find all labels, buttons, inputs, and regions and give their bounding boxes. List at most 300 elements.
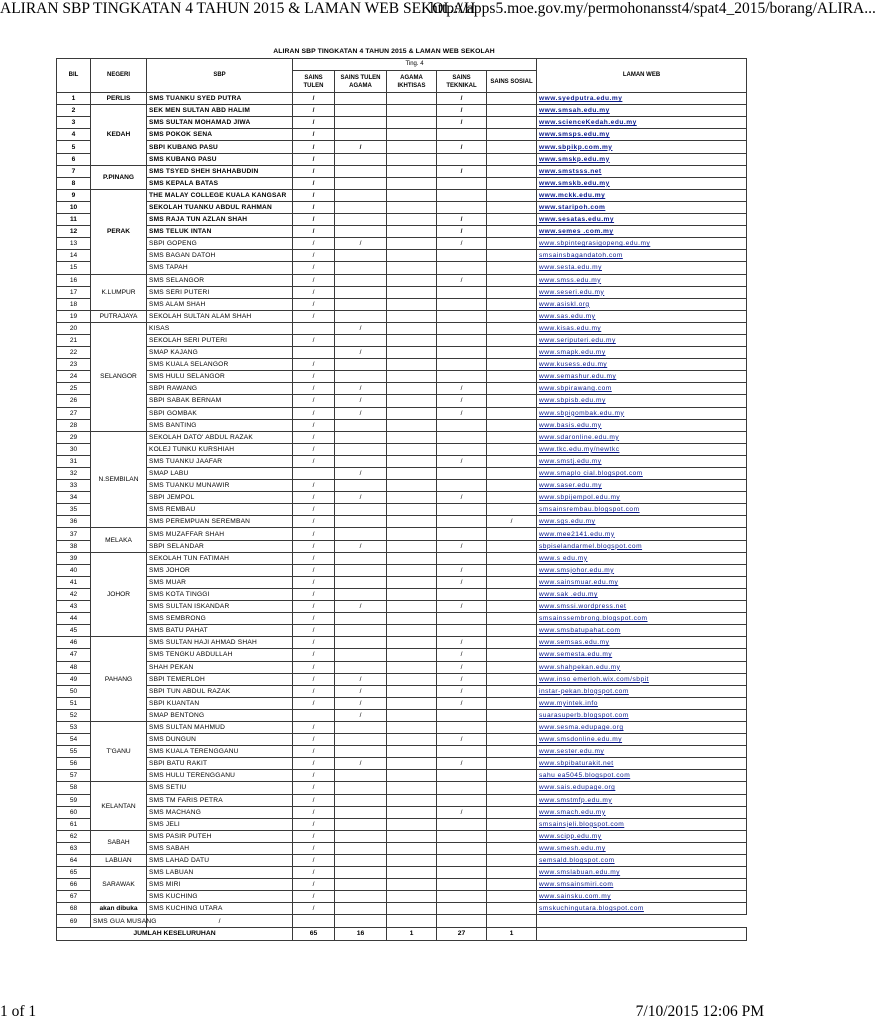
row-stream-mark [335, 564, 387, 576]
row-stream-mark [335, 117, 387, 129]
row-sbp-name: SMS LABUAN [147, 867, 293, 879]
row-sbp-name: SBPI JEMPOL [147, 492, 293, 504]
row-stream-mark [335, 576, 387, 588]
row-website-link[interactable]: www.sas.edu.my [537, 310, 747, 322]
row-website-link[interactable]: www.sbpikp.com.my [537, 141, 747, 153]
row-sbp-name: SMS MUAR [147, 576, 293, 588]
row-sbp-name: SBPI TEMERLOH [147, 673, 293, 685]
table-row [57, 915, 747, 927]
row-stream-mark: / [335, 141, 387, 153]
row-bil: 59 [57, 794, 91, 806]
row-website-link[interactable]: www.asiskl.org [537, 298, 747, 310]
row-stream-mark [335, 613, 387, 625]
row-website-link[interactable]: www.sbpintegrasigopeng.edu.my [537, 238, 747, 250]
row-sbp-name: SMS BATU PAHAT [147, 625, 293, 637]
total-value: 16 [335, 927, 387, 940]
row-bil: 15 [57, 262, 91, 274]
row-stream-mark: / [293, 528, 335, 540]
row-website-link[interactable]: suarasuperb.blogspot.com [537, 709, 747, 721]
row-stream-mark [437, 468, 487, 480]
row-stream-mark [487, 625, 537, 637]
row-website-link[interactable]: www.sainsku.com.my [537, 891, 747, 903]
row-website-link[interactable]: sahu ea5045.blogspot.com [537, 770, 747, 782]
school-stream-table [56, 58, 747, 941]
row-stream-mark [335, 201, 387, 213]
row-website-link[interactable]: www.sak .edu.my [537, 588, 747, 600]
row-stream-mark [437, 359, 487, 371]
col-header-sbp: SBP [147, 59, 293, 93]
table-row [57, 770, 747, 782]
row-stream-mark: / [293, 758, 335, 770]
row-stream-mark [387, 480, 437, 492]
row-website-link[interactable]: www.smsjohor.edu.my [537, 564, 747, 576]
row-website-link[interactable]: www.smsainsmiri.com [537, 879, 747, 891]
row-stream-mark: / [293, 637, 335, 649]
row-website-link[interactable]: smsainssembrong.blogspot.com [537, 613, 747, 625]
row-stream-mark: / [335, 709, 387, 721]
table-row [57, 721, 747, 733]
row-website-link[interactable]: www.seseri.edu.my [537, 286, 747, 298]
row-stream-mark: / [437, 540, 487, 552]
row-sbp-name: SEKOLAH TUANKU ABDUL RAHMAN [147, 201, 293, 213]
row-bil: 33 [57, 480, 91, 492]
table-row [57, 661, 747, 673]
row-website-link[interactable]: www.kusess.edu.my [537, 359, 747, 371]
row-website-link[interactable]: www.smsdonline.edu.my [537, 734, 747, 746]
row-website-link[interactable]: www.sesma.edupage.org [537, 721, 747, 733]
row-stream-mark [387, 758, 437, 770]
row-bil: 29 [57, 431, 91, 443]
row-website-link[interactable]: www.saser.edu.my [537, 480, 747, 492]
table-row [57, 806, 747, 818]
row-stream-mark [387, 298, 437, 310]
row-stream-mark: / [293, 661, 335, 673]
row-sbp-name: SBPI SELANDAR [147, 540, 293, 552]
row-stream-mark [335, 431, 387, 443]
row-stream-mark: / [293, 564, 335, 576]
row-stream-mark [387, 673, 437, 685]
row-sbp-name: SMS SULTAN HAJI AHMAD SHAH [147, 637, 293, 649]
row-website-link[interactable]: www.smssi.wordpress.net [537, 601, 747, 613]
row-sbp-name: SMS SABAH [147, 842, 293, 854]
row-stream-mark [437, 443, 487, 455]
row-stream-mark: / [335, 673, 387, 685]
row-stream-mark: / [293, 93, 335, 105]
row-negeri: PERLIS [91, 93, 147, 105]
row-stream-mark [437, 516, 487, 528]
row-stream-mark [335, 661, 387, 673]
row-bil: 19 [57, 310, 91, 322]
print-footer-datetime: 7/10/2015 12:06 PM [635, 1003, 764, 1020]
row-stream-mark [437, 262, 487, 274]
row-stream-mark [437, 431, 487, 443]
row-sbp-name: SMS SERI PUTERI [147, 286, 293, 298]
row-sbp-name: SMAP LABU [147, 468, 293, 480]
row-stream-mark [487, 661, 537, 673]
row-website-link[interactable]: www.scienceKedah.edu.my [537, 117, 747, 129]
row-stream-mark [487, 673, 537, 685]
row-stream-mark: / [293, 613, 335, 625]
row-stream-mark: / [437, 734, 487, 746]
row-stream-mark: / [293, 334, 335, 346]
table-row [57, 226, 747, 238]
row-stream-mark [487, 298, 537, 310]
row-stream-mark [335, 298, 387, 310]
row-website-link[interactable]: www.sbpirawang.com [537, 383, 747, 395]
row-stream-mark: / [335, 468, 387, 480]
row-stream-mark: / [293, 141, 335, 153]
row-bil: 36 [57, 516, 91, 528]
row-stream-mark [487, 564, 537, 576]
row-stream-mark [437, 867, 487, 879]
row-sbp-name: SMS PEREMPUAN SEREMBAN [147, 516, 293, 528]
table-row [57, 903, 747, 915]
row-stream-mark: / [293, 830, 335, 842]
row-stream-mark [335, 806, 387, 818]
row-bil: 23 [57, 359, 91, 371]
table-row [57, 576, 747, 588]
row-negeri: SARAWAK [91, 867, 147, 903]
row-stream-mark: / [293, 262, 335, 274]
row-sbp-name: SBPI KUBANG PASU [147, 141, 293, 153]
table-row [57, 673, 747, 685]
row-stream-mark [487, 528, 537, 540]
row-sbp-name: SMS JELI [147, 818, 293, 830]
row-stream-mark: / [437, 697, 487, 709]
table-row [57, 709, 747, 721]
row-website-link[interactable]: www.smskb.edu.my [537, 177, 747, 189]
row-stream-mark [437, 129, 487, 141]
row-bil: 51 [57, 697, 91, 709]
row-sbp-name: SMS MUZAFFAR SHAH [147, 528, 293, 540]
row-website-link[interactable]: www.smsah.edu.my [537, 105, 747, 117]
row-website-link[interactable]: www.smstj.edu.my [537, 455, 747, 467]
row-stream-mark [335, 721, 387, 733]
row-stream-mark [487, 709, 537, 721]
row-website-link[interactable]: sbpiselandarmel.blogspot.com [537, 540, 747, 552]
row-stream-mark: / [335, 322, 387, 334]
row-stream-mark [387, 274, 437, 286]
row-website-link[interactable]: www.myintek.info [537, 697, 747, 709]
table-row [57, 105, 747, 117]
row-website-link[interactable]: www.s edu.my [537, 552, 747, 564]
row-bil: 14 [57, 250, 91, 262]
row-stream-mark [335, 214, 387, 226]
row-stream-mark [335, 637, 387, 649]
row-stream-mark [387, 709, 437, 721]
row-stream-mark [487, 310, 537, 322]
row-stream-mark: / [293, 879, 335, 891]
row-negeri: SELANGOR [91, 322, 147, 431]
row-website-link[interactable]: www.smapk.edu.my [537, 347, 747, 359]
row-website-link[interactable]: smsainsjeli.blogspot.com [537, 818, 747, 830]
row-website-link[interactable]: www.sainsmuar.edu.my [537, 576, 747, 588]
row-stream-mark [335, 93, 387, 105]
row-website-link[interactable]: www.mckk.edu.my [537, 189, 747, 201]
row-stream-mark [437, 721, 487, 733]
row-sbp-name: SHAH PEKAN [147, 661, 293, 673]
row-stream-mark [335, 359, 387, 371]
row-website-link[interactable]: www.semesta.edu.my [537, 649, 747, 661]
row-stream-mark [335, 516, 387, 528]
row-stream-mark [487, 721, 537, 733]
row-stream-mark [335, 879, 387, 891]
row-bil: 54 [57, 734, 91, 746]
row-stream-mark [387, 455, 437, 467]
row-stream-mark [487, 359, 537, 371]
row-bil: 52 [57, 709, 91, 721]
row-negeri: KEDAH [91, 105, 147, 165]
row-website-link[interactable]: www.semsas.edu.my [537, 637, 747, 649]
row-website-link[interactable]: www.sais.edupage.org [537, 782, 747, 794]
row-stream-mark: / [293, 697, 335, 709]
row-website-link[interactable]: www.seriputeri.edu.my [537, 334, 747, 346]
row-stream-mark [387, 721, 437, 733]
row-website-link[interactable]: www.sesta.edu.my [537, 262, 747, 274]
row-stream-mark [487, 758, 537, 770]
row-website-link[interactable]: smsainsbagandatoh.com [537, 250, 747, 262]
row-stream-mark [487, 613, 537, 625]
row-website-link[interactable]: www.smaplo cial.blogspot.com [537, 468, 747, 480]
table-row [57, 286, 747, 298]
row-stream-mark [487, 201, 537, 213]
row-stream-mark [487, 746, 537, 758]
row-stream-mark [335, 455, 387, 467]
row-website-link[interactable]: www.sesatas.edu.my [537, 214, 747, 226]
row-website-link[interactable]: instar-pekan.blogspot.com [537, 685, 747, 697]
table-body [57, 93, 747, 940]
row-stream-mark: / [437, 637, 487, 649]
row-website-link[interactable]: www.inso emerloh.wix.com/sbpit [537, 673, 747, 685]
row-stream-mark: / [437, 395, 487, 407]
row-stream-mark [387, 746, 437, 758]
row-website-link[interactable] [487, 915, 537, 927]
row-stream-mark [387, 879, 437, 891]
table-row [57, 649, 747, 661]
row-stream-mark: / [293, 601, 335, 613]
row-website-link[interactable]: www.sbpijempol.edu.my [537, 492, 747, 504]
row-bil: 67 [57, 891, 91, 903]
row-stream-mark: / [293, 238, 335, 250]
row-website-link[interactable]: www.syedputra.edu.my [537, 93, 747, 105]
table-row [57, 697, 747, 709]
row-website-link[interactable]: www.sbpigombak.edu.my [537, 407, 747, 419]
row-stream-mark [387, 734, 437, 746]
row-stream-mark: / [437, 685, 487, 697]
row-stream-mark [487, 407, 537, 419]
table-row [57, 419, 747, 431]
row-stream-mark [335, 855, 387, 867]
table-row [57, 782, 747, 794]
row-website-link[interactable]: www.smesh.edu.my [537, 842, 747, 854]
row-stream-mark: / [437, 274, 487, 286]
row-stream-mark [387, 189, 437, 201]
row-sbp-name: SMS HULU SELANGOR [147, 371, 293, 383]
row-stream-mark: / [293, 673, 335, 685]
row-bil: 6 [57, 153, 91, 165]
row-stream-mark [335, 177, 387, 189]
row-sbp-name: SMS KUCHING UTARA [147, 903, 293, 915]
row-bil: 5 [57, 141, 91, 153]
row-stream-mark [335, 419, 387, 431]
row-stream-mark [335, 891, 387, 903]
row-sbp-name: SMS REMBAU [147, 504, 293, 516]
row-stream-mark [437, 613, 487, 625]
row-website-link[interactable]: semsald.blogspot.com [537, 855, 747, 867]
row-website-link[interactable]: www.sbpisb.edu.my [537, 395, 747, 407]
row-website-link[interactable]: www.smach.edu.my [537, 806, 747, 818]
row-stream-mark [487, 177, 537, 189]
row-stream-mark [487, 842, 537, 854]
row-stream-mark [387, 407, 437, 419]
row-stream-mark [387, 286, 437, 298]
row-sbp-name: SMS LAHAD DATU [147, 855, 293, 867]
row-stream-mark [487, 105, 537, 117]
row-bil: 28 [57, 419, 91, 431]
row-stream-mark: / [293, 782, 335, 794]
row-stream-mark: / [293, 576, 335, 588]
row-sbp-name: SBPI BATU RAKIT [147, 758, 293, 770]
row-stream-mark [437, 189, 487, 201]
row-website-link[interactable]: www.sdaronline.edu.my [537, 431, 747, 443]
row-sbp-name: SBPI GOPENG [147, 238, 293, 250]
row-website-link[interactable]: smskuchingutara.blogspot.com [537, 903, 747, 915]
row-bil: 48 [57, 661, 91, 673]
row-negeri: akan dibuka [91, 903, 147, 915]
row-website-link[interactable]: www.sbpibaturakit.net [537, 758, 747, 770]
row-stream-mark [437, 322, 487, 334]
row-stream-mark: / [437, 455, 487, 467]
row-stream-mark: / [437, 661, 487, 673]
row-website-link[interactable]: www.smstmfp.edu.my [537, 794, 747, 806]
row-stream-mark [437, 334, 487, 346]
row-stream-mark: / [437, 238, 487, 250]
row-sbp-name: SMS SULTAN MAHMUD [147, 721, 293, 733]
total-label: JUMLAH KESELURUHAN [57, 927, 293, 940]
row-stream-mark: / [293, 794, 335, 806]
row-stream-mark [335, 867, 387, 879]
row-stream-mark [335, 443, 387, 455]
table-row [57, 734, 747, 746]
table-row [57, 310, 747, 322]
row-stream-mark [387, 310, 437, 322]
row-stream-mark [387, 782, 437, 794]
row-stream-mark [437, 419, 487, 431]
row-website-link[interactable]: www.semes .com.my [537, 226, 747, 238]
row-website-link[interactable]: www.kisas.edu.my [537, 322, 747, 334]
row-stream-mark [335, 310, 387, 322]
row-website-link[interactable]: www.sester.edu.my [537, 746, 747, 758]
table-row [57, 455, 747, 467]
table-row [57, 588, 747, 600]
row-website-link[interactable]: www.staripoh.com [537, 201, 747, 213]
table-row [57, 552, 747, 564]
row-stream-mark [335, 746, 387, 758]
row-stream-mark [387, 177, 437, 189]
row-stream-mark: / [293, 455, 335, 467]
row-sbp-name: SMS JOHOR [147, 564, 293, 576]
row-stream-mark [387, 443, 437, 455]
total-row [57, 927, 747, 940]
row-stream-mark [437, 504, 487, 516]
row-website-link[interactable]: www.semashur.edu.my [537, 371, 747, 383]
row-stream-mark [335, 189, 387, 201]
row-stream-mark [487, 129, 537, 141]
table-row [57, 274, 747, 286]
table-row [57, 540, 747, 552]
row-bil: 21 [57, 334, 91, 346]
row-sbp-name: KISAS [147, 322, 293, 334]
row-bil: 61 [57, 818, 91, 830]
table-row [57, 334, 747, 346]
row-stream-mark: / [437, 226, 487, 238]
row-stream-mark: / [335, 685, 387, 697]
row-stream-mark [487, 226, 537, 238]
row-website-link[interactable]: www.tkc.edu.my/newtkc [537, 443, 747, 455]
row-stream-mark: / [335, 407, 387, 419]
row-bil: 22 [57, 347, 91, 359]
row-website-link[interactable]: www.smsbatupahat.com [537, 625, 747, 637]
table-row [57, 746, 747, 758]
row-stream-mark [487, 334, 537, 346]
row-website-link[interactable]: www.smss.edu.my [537, 274, 747, 286]
row-stream-mark: / [293, 214, 335, 226]
row-stream-mark [387, 322, 437, 334]
row-website-link[interactable]: www.shahpekan.edu.my [537, 661, 747, 673]
row-website-link[interactable]: www.smslabuan.edu.my [537, 867, 747, 879]
row-website-link[interactable]: www.mee2141.edu.my [537, 528, 747, 540]
row-stream-mark [487, 601, 537, 613]
row-website-link[interactable]: www.scipp.edu.my [537, 830, 747, 842]
row-stream-mark: / [293, 685, 335, 697]
row-sbp-name: SMS KUALA SELANGOR [147, 359, 293, 371]
row-website-link[interactable]: smsainsrembau.blogspot.com [537, 504, 747, 516]
row-stream-mark [487, 286, 537, 298]
row-website-link[interactable]: www.smskp.edu.my [537, 153, 747, 165]
row-bil: 68 [57, 903, 91, 915]
row-stream-mark [487, 165, 537, 177]
row-website-link[interactable]: www.basis.edu.my [537, 419, 747, 431]
row-sbp-name: SBPI KUANTAN [147, 697, 293, 709]
row-bil: 10 [57, 201, 91, 213]
row-stream-mark [437, 528, 487, 540]
row-stream-mark [487, 903, 537, 915]
row-stream-mark: / [293, 721, 335, 733]
row-stream-mark [387, 891, 437, 903]
row-bil: 58 [57, 782, 91, 794]
col-header-agama-ikhtisas: AGAMA IKHTISAS [387, 71, 437, 93]
row-bil: 64 [57, 855, 91, 867]
row-sbp-name: SMS KUCHING [147, 891, 293, 903]
row-sbp-name: SMS TENGKU ABDULLAH [147, 649, 293, 661]
row-stream-mark: / [293, 105, 335, 117]
row-website-link[interactable]: www.smsps.edu.my [537, 129, 747, 141]
row-stream-mark: / [293, 286, 335, 298]
row-stream-mark [387, 818, 437, 830]
row-stream-mark: / [293, 818, 335, 830]
table-row [57, 516, 747, 528]
row-bil: 69 [57, 915, 91, 927]
row-stream-mark: / [293, 770, 335, 782]
row-negeri: LABUAN [91, 855, 147, 867]
row-stream-mark [387, 383, 437, 395]
row-website-link[interactable]: www.sgs.edu.my [537, 516, 747, 528]
row-stream-mark [335, 371, 387, 383]
row-website-link[interactable]: www.smstsss.net [537, 165, 747, 177]
row-stream-mark [335, 903, 387, 915]
row-sbp-name: SEK MEN SULTAN ABD HALIM [147, 105, 293, 117]
row-stream-mark: / [293, 842, 335, 854]
